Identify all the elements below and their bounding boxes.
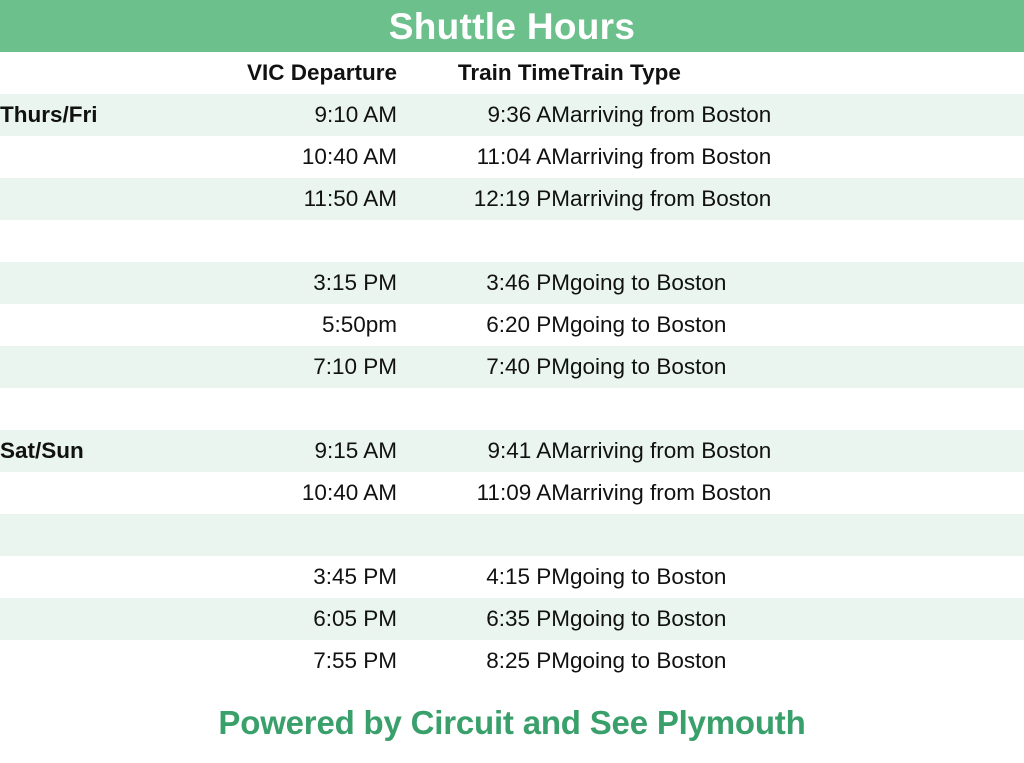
footer-credit: Powered by Circuit and See Plymouth <box>218 703 806 741</box>
cell-departure: 3:45 PM <box>313 564 397 589</box>
cell-train-type: arriving from Boston <box>570 480 772 505</box>
cell-train-time: 4:15 PM <box>486 564 570 589</box>
cell-train-type: going to Boston <box>570 346 1024 388</box>
cell-day <box>0 598 172 640</box>
column-header-day <box>0 52 172 94</box>
table-row <box>0 640 1024 682</box>
cell-departure: 3:15 PM <box>172 262 397 304</box>
title-bar <box>0 0 1024 52</box>
table-body <box>0 94 1024 682</box>
cell-train-type: going to Boston <box>570 262 1024 304</box>
cell-train-type: going to Boston <box>570 648 727 673</box>
cell-train-time: 6:20 PM <box>486 312 570 337</box>
cell-day: Thurs/Fri <box>0 94 172 136</box>
cell-train-time: 3:46 PM <box>397 262 570 304</box>
cell-day <box>0 388 172 430</box>
table-row <box>0 514 1024 556</box>
cell-day <box>0 262 172 304</box>
cell-train-time: 7:40 PM <box>397 346 570 388</box>
table-header-row <box>0 52 1024 94</box>
cell-departure: 10:40 AM <box>301 480 397 505</box>
cell-train-type: going to Boston <box>570 564 727 589</box>
cell-train-time: 8:25 PM <box>486 648 570 673</box>
cell-day <box>0 556 172 598</box>
column-header-train-type: Train Type <box>570 60 681 85</box>
cell-departure: 9:15 AM <box>172 430 397 472</box>
cell-departure: 10:40 AM <box>301 144 397 169</box>
cell-train-type <box>570 514 1024 556</box>
cell-train-type: arriving from Boston <box>570 94 1024 136</box>
table-row <box>0 304 1024 346</box>
shuttle-schedule-table <box>0 52 1024 682</box>
table-row <box>0 430 1024 472</box>
cell-day <box>0 136 172 178</box>
cell-train-time <box>397 514 570 556</box>
cell-day <box>0 346 172 388</box>
footer <box>0 682 1024 763</box>
cell-departure: 7:10 PM <box>172 346 397 388</box>
cell-departure <box>172 388 397 430</box>
cell-train-type <box>570 220 1024 262</box>
cell-train-type: going to Boston <box>570 598 1024 640</box>
page-title: Shuttle Hours <box>388 5 636 47</box>
table-row <box>0 94 1024 136</box>
cell-departure <box>172 514 397 556</box>
cell-departure: 5:50pm <box>321 312 397 337</box>
table-row <box>0 472 1024 514</box>
cell-train-time: 9:41 AM <box>397 430 570 472</box>
table-row <box>0 262 1024 304</box>
column-header-train-time: Train Time <box>457 60 570 85</box>
cell-train-time <box>397 388 570 430</box>
table-row <box>0 136 1024 178</box>
cell-train-type: arriving from Boston <box>570 178 1024 220</box>
cell-day <box>0 220 172 262</box>
cell-train-type: arriving from Boston <box>570 430 1024 472</box>
cell-train-time: 11:04 AM <box>476 144 570 169</box>
cell-day <box>0 178 172 220</box>
cell-train-time: 11:09 AM <box>476 480 570 505</box>
cell-train-time <box>397 220 570 262</box>
cell-day <box>0 304 172 346</box>
table-row <box>0 346 1024 388</box>
cell-day <box>0 472 172 514</box>
cell-train-type <box>570 388 1024 430</box>
cell-train-time: 9:36 AM <box>397 94 570 136</box>
cell-departure: 9:10 AM <box>172 94 397 136</box>
cell-departure: 6:05 PM <box>172 598 397 640</box>
table-row <box>0 388 1024 430</box>
cell-day <box>0 514 172 556</box>
column-header-departure: VIC Departure <box>246 60 397 85</box>
cell-departure: 11:50 AM <box>172 178 397 220</box>
cell-train-time: 12:19 PM <box>397 178 570 220</box>
cell-train-time: 6:35 PM <box>397 598 570 640</box>
cell-departure <box>172 220 397 262</box>
table-row <box>0 178 1024 220</box>
table-row <box>0 220 1024 262</box>
cell-day: Sat/Sun <box>0 430 172 472</box>
cell-departure: 7:55 PM <box>313 648 397 673</box>
table-row <box>0 556 1024 598</box>
cell-train-type: going to Boston <box>570 312 727 337</box>
cell-train-type: arriving from Boston <box>570 144 772 169</box>
table-row <box>0 598 1024 640</box>
cell-day <box>0 640 172 682</box>
